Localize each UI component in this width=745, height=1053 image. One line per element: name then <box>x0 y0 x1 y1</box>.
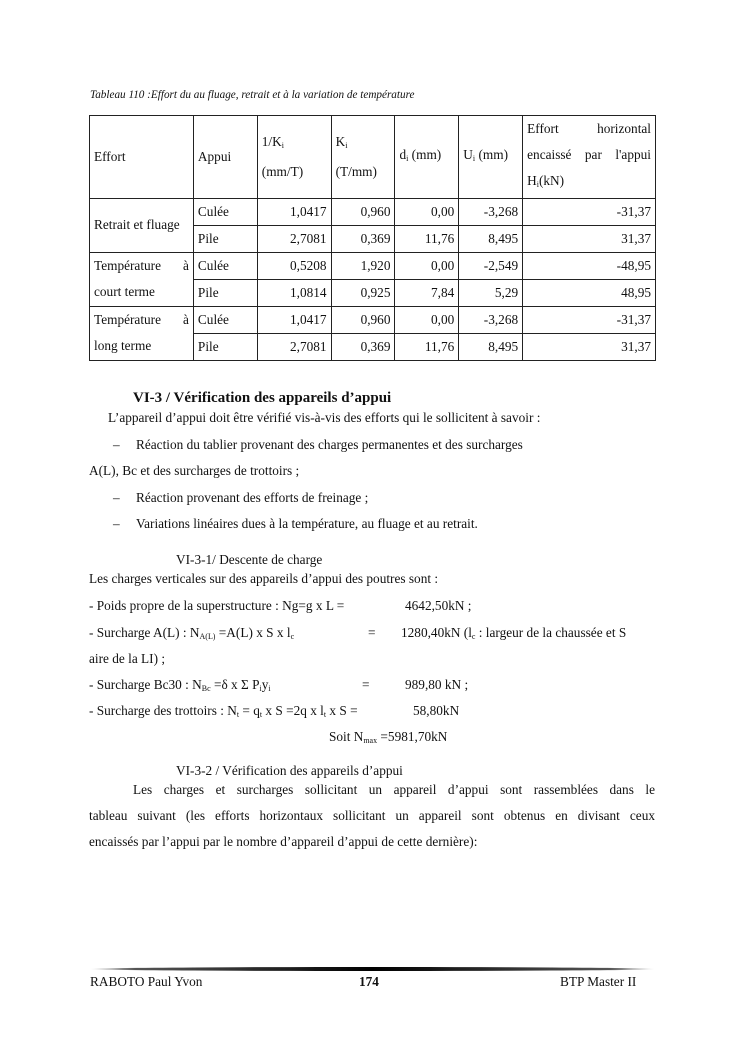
effort-word: court terme <box>94 284 155 300</box>
dash-bullet-icon: – <box>113 490 120 505</box>
header-appui: Appui <box>193 116 257 199</box>
total-value: =5981,70kN <box>377 729 448 744</box>
appui-cell: Culée <box>193 306 257 333</box>
section-heading-vi32: VI-3-2 / Vérification des appareils d’appui <box>176 763 403 778</box>
bullet-item <box>113 437 523 453</box>
d-cell: 0,00 <box>395 306 459 333</box>
header-u-label: U <box>463 147 473 162</box>
load-line-dead-weight <box>89 598 344 614</box>
effort-word: à <box>183 312 189 328</box>
footer-divider <box>90 967 655 971</box>
table-header-row <box>90 116 656 199</box>
d-cell: 11,76 <box>395 333 459 360</box>
load-value: 989,80 kN ; <box>405 677 469 692</box>
header-h-word: l'appui <box>615 147 651 162</box>
header-h-label: H <box>527 173 537 188</box>
header-inv-k <box>257 116 331 199</box>
appui-cell: Pile <box>193 225 257 252</box>
d-cell: 0,00 <box>395 252 459 279</box>
header-d-sub: i <box>406 153 409 163</box>
total-sub: max <box>363 735 378 745</box>
load-value <box>401 625 626 641</box>
k-cell: 0,369 <box>331 333 395 360</box>
effort-word: à <box>183 258 189 274</box>
effort-cell <box>90 252 194 306</box>
k-cell: 0,369 <box>331 225 395 252</box>
effort-word: long terme <box>94 338 152 354</box>
dash-bullet-icon: – <box>113 516 120 531</box>
total-label: Soit N <box>329 729 364 744</box>
effort-table <box>89 115 656 361</box>
header-inv-k-sub: i <box>281 140 284 150</box>
header-k-unit: (T/mm) <box>335 163 377 179</box>
load-value-text: : largeur de la chaussée et S <box>475 625 627 640</box>
load-value-text: 1280,40kN (l <box>401 625 472 640</box>
bullet-text: Réaction du tablier provenant des charges permanentes et des surcharges <box>136 437 523 452</box>
paragraph-line: Les charges et surcharges sollicitant un appareil d’appui sont rassemblées dans le <box>133 782 655 797</box>
load-label: - Surcharge Bc30 : N <box>89 677 202 692</box>
header-u-unit: (mm) <box>475 147 508 162</box>
header-k <box>331 116 395 199</box>
header-d-label: d <box>399 147 407 162</box>
u-cell: -3,268 <box>459 306 523 333</box>
appui-cell: Pile <box>193 333 257 360</box>
header-u <box>459 116 523 199</box>
header-h-unit: (kN) <box>538 173 565 188</box>
inv-k-cell: 1,0417 <box>257 198 331 225</box>
footer-program: BTP Master II <box>560 974 637 989</box>
u-cell: 8,495 <box>459 333 523 360</box>
table-caption: Tableau 110 :Effort du au fluage, retrait et à la variation de température <box>90 89 415 101</box>
header-h-word: Effort <box>527 121 559 136</box>
header-h-word: encaissé <box>527 147 572 162</box>
load-sub: t <box>236 709 240 719</box>
load-label: x S =2q x l <box>262 703 324 718</box>
h-cell: 31,37 <box>523 225 656 252</box>
bullet-text: Variations linéaires dues à la température, au fluage et au retrait. <box>136 516 478 531</box>
load-label: y <box>261 677 269 692</box>
load-line-sidewalk <box>89 703 358 719</box>
h-cell: -31,37 <box>523 198 656 225</box>
inv-k-cell: 0,5208 <box>257 252 331 279</box>
effort-word: Température <box>94 312 161 328</box>
header-k-label: K <box>335 134 346 149</box>
header-effort: Effort <box>90 116 194 199</box>
header-k-sub: i <box>345 140 348 150</box>
header-h-word: horizontal <box>597 121 651 136</box>
section-heading-vi31: VI-3-1/ Descente de charge <box>176 552 323 567</box>
u-cell: -2,549 <box>459 252 523 279</box>
d-cell: 11,76 <box>395 225 459 252</box>
appui-cell: Pile <box>193 279 257 306</box>
load-sub: i <box>259 683 262 693</box>
header-h <box>523 116 656 199</box>
load-label: - Surcharge A(L) : N <box>89 625 200 640</box>
d-cell: 0,00 <box>395 198 459 225</box>
header-inv-k-unit: (mm/T) <box>261 163 304 179</box>
load-label: - Surcharge des trottoirs : N <box>89 703 237 718</box>
total-load <box>329 729 447 745</box>
load-sub: t <box>259 709 263 719</box>
load-sub: Bc <box>201 683 211 693</box>
dash-bullet-icon: – <box>113 437 120 452</box>
load-line-bc30 <box>89 677 271 693</box>
table-row <box>90 198 656 225</box>
appui-cell: Culée <box>193 198 257 225</box>
effort-word: Température <box>94 258 161 274</box>
load-sub: c <box>471 631 476 641</box>
d-cell: 7,84 <box>395 279 459 306</box>
paragraph-line: encaissés par l’appui par le nombre d’appareil d’appui de cette dernière): <box>89 834 478 849</box>
section-heading-vi3: VI-3 / Vérification des appareils d’appui <box>133 390 392 406</box>
table-row <box>90 306 656 333</box>
inv-k-cell: 1,0417 <box>257 306 331 333</box>
load-value: 4642,50kN ; <box>405 598 472 613</box>
load-label: =A(L) x S x l <box>215 625 291 640</box>
load-value: 58,80kN <box>413 703 460 718</box>
k-cell: 0,960 <box>331 306 395 333</box>
load-sub: i <box>268 683 271 693</box>
load-line-al <box>89 625 294 641</box>
k-cell: 0,960 <box>331 198 395 225</box>
h-cell: -48,95 <box>523 252 656 279</box>
bullet-item <box>113 490 368 506</box>
k-cell: 0,925 <box>331 279 395 306</box>
header-h-word: par <box>584 147 602 162</box>
load-label: - Poids propre de la superstructure : Ng=g x L = <box>89 598 345 613</box>
bullet-item <box>113 516 478 532</box>
footer-author: RABOTO Paul Yvon <box>90 974 203 989</box>
equals-sign: = <box>362 677 370 692</box>
header-inv-k-label: 1/K <box>261 134 282 149</box>
h-cell: 31,37 <box>523 333 656 360</box>
load-label: = q <box>239 703 260 718</box>
inv-k-cell: 1,0814 <box>257 279 331 306</box>
page-number: 174 <box>359 974 379 989</box>
paragraph-line: tableau suivant (les efforts horizontaux sollicitant un appareil sont obtenus en divisant ceux <box>89 808 655 823</box>
equals-sign: = <box>368 625 376 640</box>
k-cell: 1,920 <box>331 252 395 279</box>
load-label: =δ x Σ P <box>210 677 260 692</box>
inv-k-cell: 2,7081 <box>257 333 331 360</box>
load-label: x S = <box>326 703 358 718</box>
bullet-continuation: A(L), Bc et des surcharges de trottoirs ; <box>89 463 300 478</box>
section-vi3-intro: L’appareil d’appui doit être vérifié vis-à-vis des efforts qui le sollicitent à savoir : <box>108 410 541 425</box>
load-sub: t <box>323 709 327 719</box>
load-sub: A(L) <box>199 631 216 641</box>
load-line-continuation: aire de la LI) ; <box>89 651 166 666</box>
header-d <box>395 116 459 199</box>
inv-k-cell: 2,7081 <box>257 225 331 252</box>
table-row <box>90 252 656 279</box>
h-cell: 48,95 <box>523 279 656 306</box>
u-cell: 5,29 <box>459 279 523 306</box>
header-h-sub: i <box>536 179 539 189</box>
u-cell: 8,495 <box>459 225 523 252</box>
appui-cell: Culée <box>193 252 257 279</box>
header-d-unit: (mm) <box>408 147 442 162</box>
u-cell: -3,268 <box>459 198 523 225</box>
h-cell: -31,37 <box>523 306 656 333</box>
load-sub: c <box>290 631 295 641</box>
section-vi31-intro: Les charges verticales sur des appareils d’appui des poutres sont : <box>89 571 439 586</box>
bullet-text: Réaction provenant des efforts de freinage ; <box>136 490 369 505</box>
header-u-sub: i <box>472 153 476 163</box>
effort-cell <box>90 306 194 360</box>
effort-cell: Retrait et fluage <box>90 198 194 252</box>
